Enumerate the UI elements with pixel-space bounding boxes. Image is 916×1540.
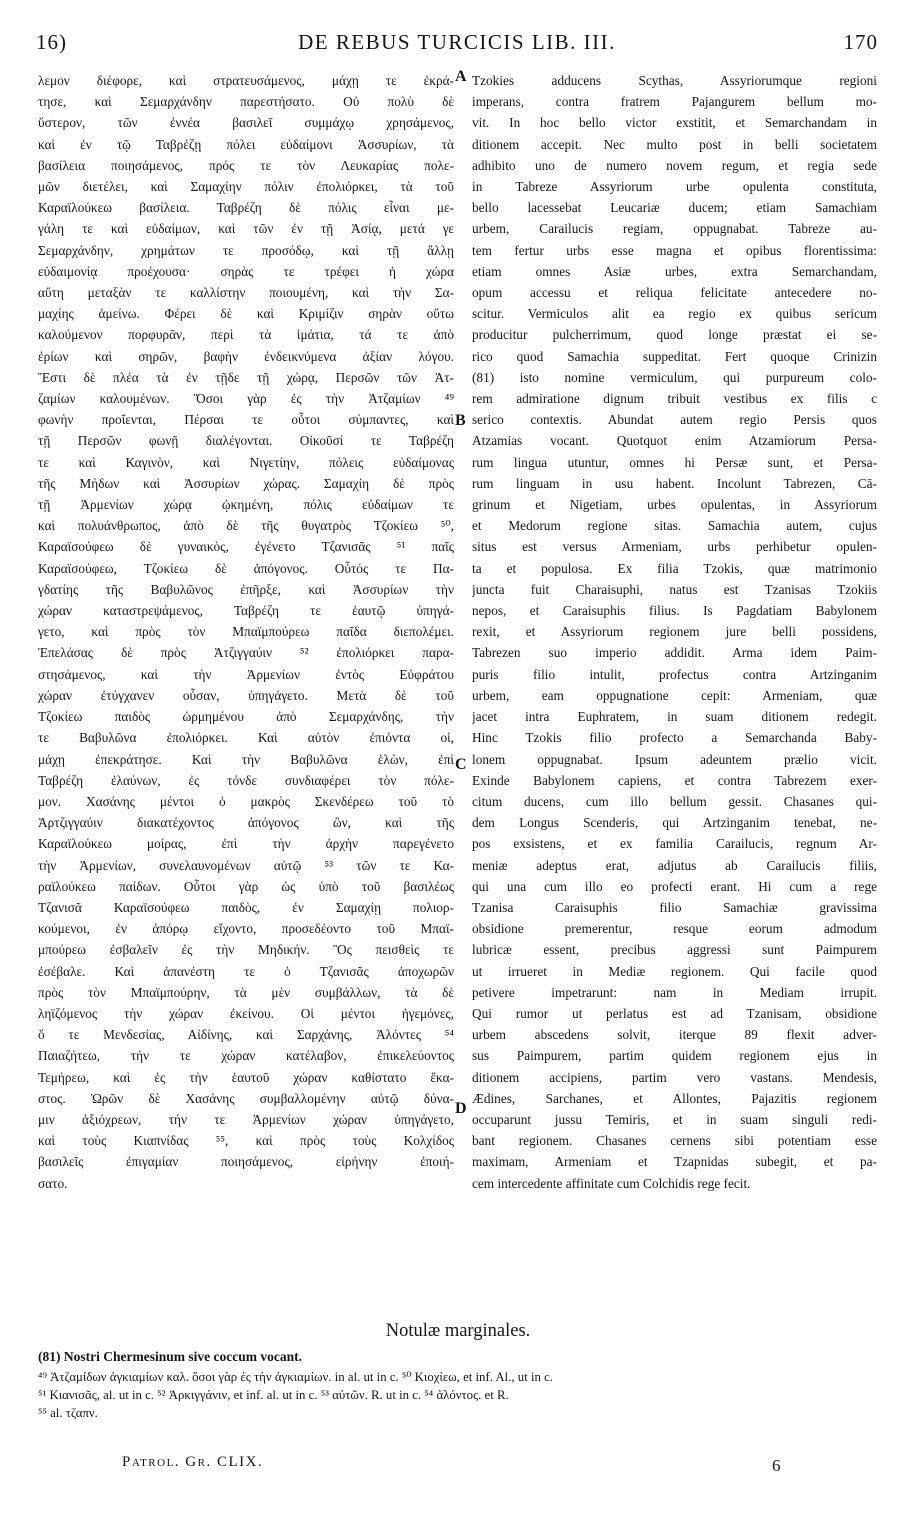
greek-text-line: στησάμενος, καὶ τὴν Ἀρμενίων ἐντὸς Εὐφράτου [38, 666, 454, 682]
latin-text-line: rico quod Samachia suppeditat. Fert quoque Crinizin [472, 348, 877, 364]
footer-series-label: Patrol. Gr. CLIX. [122, 1454, 264, 1470]
greek-text-line: μάχῃ ἐπεκράτησε. Καὶ τὴν Βαβυλῶνα ἑλὼν, ἐπὶ [38, 751, 454, 767]
greek-text-line: Καραϊλούκεω βασίλεια. Ταβρέζη δὲ πόλις εἶναι με- [38, 200, 454, 216]
latin-text-line: Exinde Babylonem capiens, et contra Tabrezem exer- [472, 772, 877, 788]
latin-text-line: bello lacessebat Leucariæ ducem; etiam Samachiam [472, 200, 877, 216]
latin-text-line: Atzamias vocant. Quotquot enim Atzamiorum Persa- [472, 433, 877, 449]
latin-text-line: Tabrezen suo imperio addidit. Arma idem Paim- [472, 645, 877, 661]
greek-text-column [38, 70, 454, 1194]
greek-text-line: βασίλεια ποιησάμενος, πρός τε τὸν Λευκαρίας πολε- [38, 157, 454, 173]
latin-text-line: Hinc Tzokis filio profecto a Semarchanda Baby- [472, 730, 877, 746]
greek-text-line: βασιλεῖς ἐπιγαμίαν ποιησάμενος, εἰρήνην ἐποιή- [38, 1154, 454, 1170]
greek-text-line: ληϊζόμενος τὴν χώραν ἐκείνου. Οἱ μέντοι ἡγεμόνες, [38, 1005, 454, 1021]
greek-text-line: τῇ Περσῶν φωνῇ διαλέγονται. Οἰκοῦσί τε Ταβρέζη [38, 433, 454, 449]
greek-text-line: ὅ τε Μενδεσίας, Αἰδίνης, καὶ Σαρχάνης, Ἀλόντες ⁵⁴ [38, 1027, 454, 1043]
latin-text-column [472, 70, 877, 1194]
greek-text-line: Ἀρτζιγγαύιν διακατέχοντος ἀπόγονος ὢν, καὶ τῆς [38, 815, 454, 831]
latin-text-line: jacet intra Euphratem, in suam ditionem redegit. [472, 709, 877, 725]
latin-text-line: Tzokies adducens Scythas, Assyriorumque regioni [472, 73, 877, 88]
greek-text-line: κούμενοι, ἐν ἀπόρῳ εἴχοντο, προσεδέοντο τοῦ Μπαϊ- [38, 921, 454, 937]
latin-text-line: et Medorum regione sitas. Samachia autem, cujus [472, 518, 877, 534]
latin-text-line: petivere impetrarunt: nam in Mediam irrupit. [472, 984, 877, 1000]
latin-text-line: rem admiratione dignum tribuit vestibus ex filis c [472, 391, 877, 407]
latin-text-line: rum lingua utuntur, omnes hi Persæ sunt, et Persa- [472, 454, 877, 470]
greek-text-line: καὶ ἐν τῷ Ταβρέζῃ πόλει εὐδαίμονι Ἀσσυρίων, τὰ [38, 136, 454, 152]
latin-text-line: ditionem accepit. Nec multo post in belli societatem [472, 136, 877, 152]
greek-text-line: Ἐπελάσας δὲ πρὸς Ἀτζιγγαύιν ⁵² ἐπολιόρκει παρα- [38, 645, 454, 661]
greek-text-line: Τζοκίεω παιδὸς ὡρμημένου ἀπὸ Σεμαρχάνδης, τὴν [38, 709, 454, 725]
greek-text-line: τε Βαβυλῶνα ἐπολιόρκει. Καὶ αὐτὸν ἐπιόντα οἱ, [38, 730, 454, 746]
latin-text-line: juncta fuit Charaisuphi, natus est Tzanisas Tzokiis [472, 581, 877, 597]
greek-text-line: μπούρεω ἐσβαλεῖν ἐς τὴν Μηδικήν. Ὃς πεισθεὶς τε [38, 942, 454, 958]
greek-text-line: τησε, καὶ Σεμαρχάνδην παρεστήσατο. Οὐ πολὺ δὲ [38, 94, 454, 110]
greek-text-line: γδατίης τῆς Βαβυλῶνος ἐπῆρξε, καὶ Ἀσσυρίων τὴν [38, 581, 454, 597]
latin-text-line: urbem, Carailucis regiam, oppugnabat. Tabreze au- [472, 221, 877, 237]
greek-text-line: τε καὶ Καγινὸν, καὶ Νιγετίην, πόλεις εὐδαίμονας [38, 454, 454, 470]
greek-text-line: καὶ τοὺς Κιαπνίδας ⁵⁵, καὶ πρὸς τοὺς Κολχίδος [38, 1133, 454, 1149]
latin-text-line: Ædines, Sarchanes, et Allontes, Pajazitis regionem [472, 1090, 877, 1106]
latin-text-line: rum linguam in usu habent. Incolunt Tabrezen, Cā- [472, 475, 877, 491]
latin-text-line: meniæ adeptus erat, adjutus ab Carailucis filiis, [472, 857, 877, 873]
latin-text-line: imperans, contra fratrem Pajangurem bellum mo- [472, 94, 877, 110]
latin-text-line: obsidione premerentur, resque eorum admodum [472, 921, 877, 937]
variant-readings [38, 1368, 880, 1422]
greek-text-line: χώραν ἐτύγχανεν οὖσαν, ὑπηγάγετο. Μετὰ δὲ τοῦ [38, 687, 454, 703]
latin-text-line: lonem oppugnabat. Ipsum adeuntem prælio vicit. [472, 751, 877, 767]
greek-text-line: γετο, καὶ πρὸς τὸν Μπαϊμπούρεω παῖδα διεπολέμει. [38, 624, 454, 640]
greek-text-line: Σεμαρχάνδην, χρημάτων τε προσόδῳ, καὶ τῇ ἄλλῃ [38, 242, 454, 258]
latin-text-line: pos exsistens, et ex familia Carailucis, regnum Ar- [472, 836, 877, 852]
page-number-right: 170 [843, 30, 878, 54]
latin-text-line: serico contextis. Abundat autem regio Persis quos [472, 412, 877, 428]
greek-text-line: μον. Χασάνης μέντοι ὁ μακρὸς Σκενδέρεω τοῦ τὸ [38, 793, 454, 809]
variant-line: ⁴⁹ Ἀτζαμίδων ἀγκιαμίων καλ. ὅσοι γὰρ ἐς τὴν ἀγκιαμίων. in al. ut in c. ⁵⁰ Κιοχίεω, et inf. Al., ut in c. [38, 1370, 553, 1384]
greek-text-line: ὕστερον, τῶν ἐννέα βασιλεῖ συμμάχῳ χρησάμενος, [38, 115, 454, 131]
notes-title: Notulæ marginales. [385, 1321, 531, 1341]
latin-text-line: maximam, Armeniam et Tzapnidas subegit, et pa- [472, 1154, 877, 1170]
latin-text-line: in Tabreze Assyriorum urbe opulenta constituta, [472, 179, 877, 195]
marginal-note: (81) Nostri Chermesinum sive coccum vocant. [38, 1349, 302, 1364]
latin-text-line: cem intercedente affinitate cum Colchidis rege fecit. [472, 1175, 751, 1191]
latin-text-line: opum accessu et reliqua felicitate antecedere no- [472, 285, 877, 301]
greek-text-line: μιν ἀξιόχρεων, τήν τε Ἀρμενίων χώραν ὑπηγάγετο, [38, 1111, 454, 1127]
latin-text-line: occuparunt jussu Temiris, et in suam singuli redi- [472, 1111, 877, 1127]
latin-text-line: grinum et Nigetiam, urbes opulentas, in Assyriorum [472, 497, 877, 513]
greek-text-line: εὐδαιμονίᾳ προέχουσα· σηρὰς τε τρέφει ἡ χώρα [38, 263, 454, 279]
latin-text-line: etiam omnes Asiæ urbes, extra Semarchandam, [472, 263, 877, 279]
latin-text-line: citum ducens, cum illo bellum gessit. Chasanes qui- [472, 793, 877, 809]
latin-text-line: nepos, et Caraisuphis filius. Is Pagdatiam Babylonem [472, 603, 877, 619]
greek-text-line: καὶ πολυάνθρωπος, ἀπὸ δὲ τῆς θυγατρὸς Τζοκίεω ⁵⁰, [38, 518, 454, 534]
greek-text-line: τὴν Ἀρμενίων, συνελαυνομένων αὐτῷ ⁵³ τῶν τε Κα- [38, 857, 454, 873]
margin-letter-d: D [455, 1100, 467, 1117]
latin-text-line: urbem abscedens solvit, iterque 89 flexit adver- [472, 1027, 877, 1043]
greek-text-line: ζαμίων καλουμένων. Ὅσοι γὰρ ἐς τὴν Ἀτζαμίων ⁴⁹ [38, 391, 454, 407]
latin-text-line: ditionem accipiens, partim vero vastans. Mendesis, [472, 1069, 877, 1085]
latin-text-line: adhibito uno de numero novem regum, et regia sede [472, 157, 877, 173]
latin-text-line: (81) isto nomine vermiculum, qui purpureum colo- [472, 369, 877, 385]
page-number-left: 16) [36, 30, 67, 54]
greek-text-line: στος. Ὡρῶν δὲ Χασάνης συμβαλλομένην αὐτῷ δύνα- [38, 1090, 454, 1106]
greek-text-line: τῇ Ἀρμενίων χώρᾳ ᾠκημένη, πόλις εὐδαίμων τε [38, 497, 454, 513]
margin-letter-b: B [455, 412, 466, 429]
latin-text-line: scitur. Vermiculos alit ea regio ex quibus sericum [472, 306, 877, 322]
latin-text-line: puris filio intulit, profectus contra Artzinganim [472, 666, 877, 682]
greek-text-line: Καραϊλούκεω μοίρας, ἐπὶ τὴν ἀρχὴν παρεγένετο [38, 836, 454, 852]
greek-text-line: Καραϊσούφεω, Τζοκίεω δὲ ἀπόγονος. Οὗτός τε Πα- [38, 560, 454, 576]
greek-text-line: καλούμενον πορφυρᾶν, περὶ τὰ ἱμάτια, τά τε ἀπὸ [38, 327, 454, 343]
latin-text-line: urbem, eam oppugnatione cepit: Armeniam, quæ [472, 687, 877, 703]
footer-signature: 6 [772, 1456, 781, 1475]
greek-text-line: ἐρίων καὶ σηρῶν, βαφὴν ἐνδεικνύμενα ἀξίαν λόγου. [38, 348, 454, 364]
running-title: DE REBUS TURCICIS LIB. III. [298, 30, 616, 54]
latin-text-line: ta et populosa. Ex filia Tzokis, quæ matrimonio [472, 560, 877, 576]
greek-text-line: Καραϊσούφεω δὲ γυναικὸς, ἐγένετο Τζανισᾶς ⁵¹ παῖς [38, 539, 454, 555]
latin-text-line: rexit, et Assyriorum regionem jure belli possidens, [472, 624, 877, 640]
latin-text-line: vit. In hoc bello victor exstitit, et Semarchandam in [472, 115, 877, 131]
greek-text-line: Ἔστι δὲ πλέα τὰ ἐν τῇδε τῇ χώρᾳ, Περσῶν τῶν Ἀτ- [38, 369, 454, 385]
greek-text-line: αὕτη μεταξὰν τε καλλίστην ποιουμένη, καὶ τὴν Σα- [38, 285, 454, 301]
latin-text-line: dem Longus Scenderis, qui Artzinganim tenebat, ne- [472, 815, 877, 831]
greek-text-line: γάλη τε καὶ εὐδαίμων, καὶ τῶν ἐν τῇ Ἀσίᾳ, μετά γε [38, 221, 454, 237]
latin-text-line: bant regionem. Chasanes cernens sibi potentiam esse [472, 1133, 877, 1149]
greek-text-line: λεμον διέφορε, καὶ στρατευσάμενος, μάχῃ τε ἐκρά- [38, 73, 454, 88]
greek-text-line: φωνὴν προΐενται, Πέρσαι τε οὗτοι σύμπαντες, καὶ [38, 412, 454, 428]
latin-text-line: sus Paimpurem, partim quidem regionem ejus in [472, 1048, 877, 1064]
greek-text-line: ἐσέβαλε. Καὶ ἀπανέστη τε ὁ Τζανισᾶς ἀποχωρῶν [38, 963, 454, 979]
greek-text-line: σατο. [38, 1175, 68, 1191]
greek-text-line: πρὸς τὸν Μπαϊμπούρην, τὰ μὲν συμβάλλων, τὰ δὲ [38, 984, 454, 1000]
margin-letter-c: C [455, 756, 467, 773]
greek-text-line: Ταβρέζη ἐλαύνων, ἐς τόνδε συνδιαφέρει τὸν πόλε- [38, 772, 454, 788]
greek-text-line: χώραν καταστρεψάμενος, Ταβρέζη τε ἑαυτῷ ὑπηγά- [38, 603, 454, 619]
greek-text-line: τῆς Μήδων καὶ Ἀσσυρίων χώρας. Σαμαχίη δὲ πρὸς [38, 475, 454, 491]
latin-text-line: Qui rumor ut perlatus est ad Tzanisam, obsidione [472, 1005, 877, 1021]
latin-text-line: lubricæ essent, precibus aggressi sunt Paimpurem [472, 942, 877, 958]
latin-text-line: producitur pulcherrimum, quod longe præstat ei se- [472, 327, 877, 343]
greek-text-line: μῶν διετέλει, καὶ Σαμαχίην πόλιν ἐπολιόρκει, τὰ τοῦ [38, 179, 454, 195]
variant-line: ⁵¹ Κιανισᾶς, al. ut in c. ⁵² Ἀρκιγγάνιν, et inf. al. ut in c. ⁵³ αὐτῶν. R. ut in c. ⁵⁴ ἀλόντος. et R. [38, 1388, 509, 1402]
margin-letter-a: A [455, 68, 467, 85]
greek-text-line: μαχίης ἀμείνω. Φέρει δὲ καὶ Κριμίζιν σηρὰν οὕτω [38, 306, 454, 322]
greek-text-line: Παιαζήτεω, τήν τε χώραν κατέλαβον, ἐπικελεύοντος [38, 1048, 454, 1064]
latin-text-line: qui una cum illo eo profecti erant. Hi cum a rege [472, 878, 877, 894]
running-header [36, 30, 878, 60]
variant-line: ⁵⁵ al. τζαπν. [38, 1406, 98, 1420]
latin-text-line: Tzanisa Caraisuphis filio Samachiæ gravissima [472, 899, 877, 915]
greek-text-line: Τεμήρεω, καὶ ἐς τὴν ἑαυτοῦ χώραν καθίστατο ἕκα- [38, 1069, 454, 1085]
latin-text-line: situs est versus Armeniam, urbs perhibetur opulen- [472, 539, 877, 555]
greek-text-line: ραϊλούκεω παίδων. Οὗτοι γὰρ ὡς ὑπὸ τοῦ βασιλέως [38, 878, 454, 894]
latin-text-line: ut irrueret in Mediæ regionem. Qui facile quod [472, 963, 877, 979]
latin-text-line: tem fertur urbs esse magna et opibus florentissima: [472, 242, 877, 258]
greek-text-line: Τζανισᾶ Καραϊσούφεω παιδὸς, ἐν Σαμαχίῃ πολιορ- [38, 899, 454, 915]
